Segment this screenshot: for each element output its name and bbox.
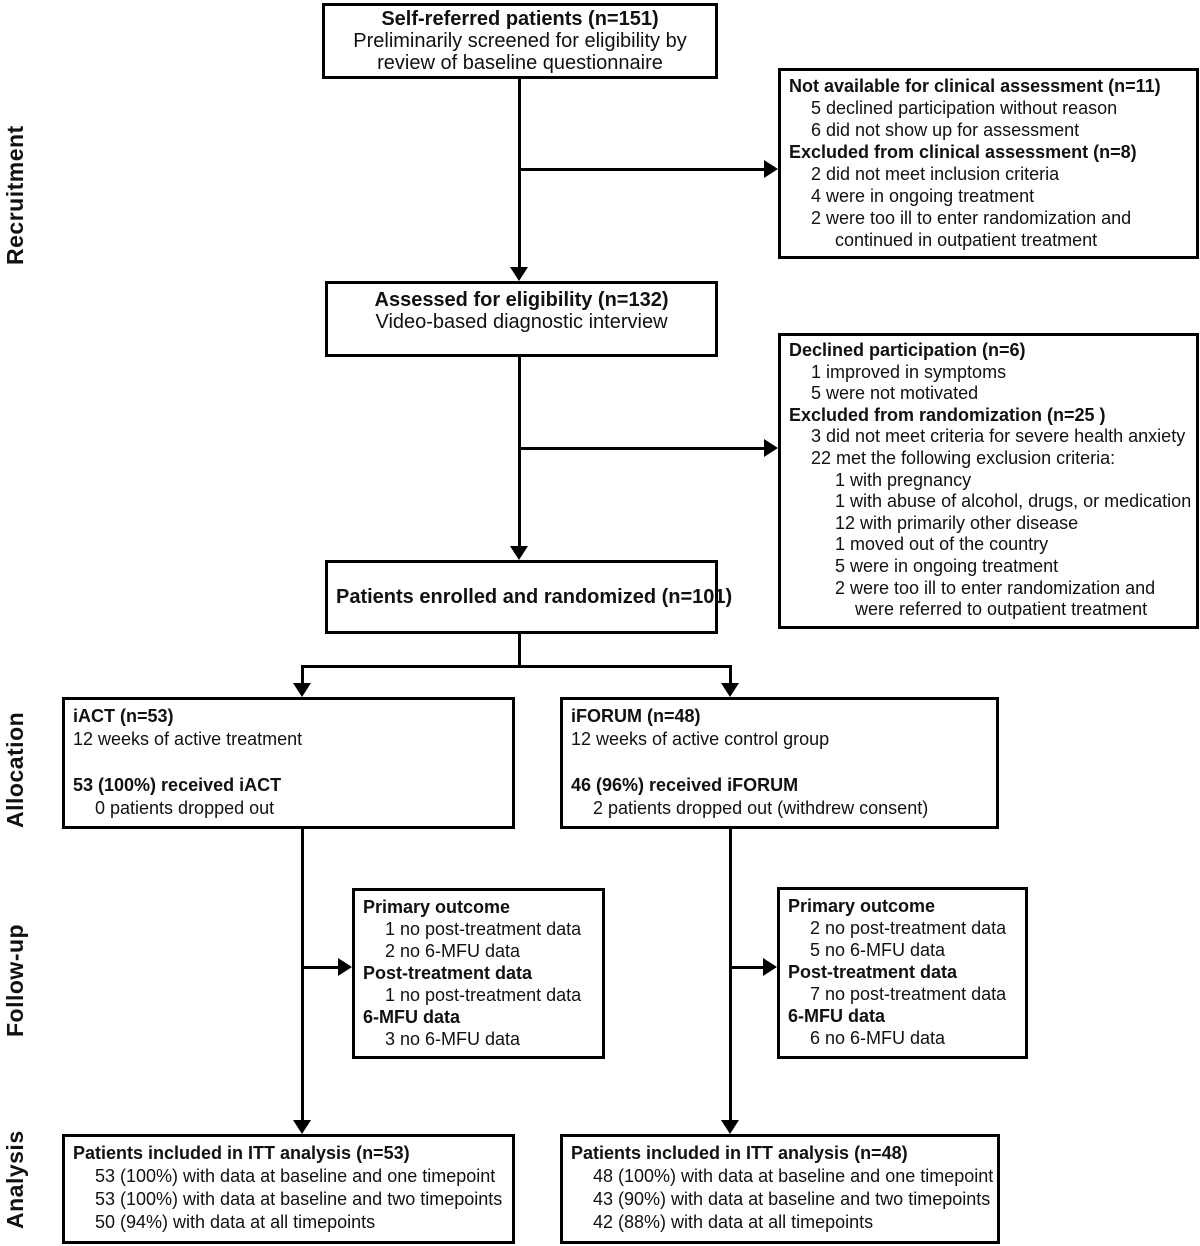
box-followup-iact [352, 888, 605, 1059]
text-line: Patients enrolled and randomized (n=101) [336, 586, 733, 608]
text-line: 5 declined participation without reason [811, 98, 1118, 118]
text-line: 3 did not meet criteria for severe health anxiety [811, 426, 1186, 447]
text-line: Primary outcome [363, 897, 511, 917]
text-line: 48 (100%) with data at baseline and one timepoint [593, 1166, 994, 1186]
connector-assessed-to-enrolled [518, 356, 521, 548]
text-line: Preliminarily screened for eligibility by [353, 30, 687, 52]
section-label-followup: Follow-up [2, 923, 28, 1037]
text-line: 1 no post-treatment data [385, 919, 582, 939]
text-line: 42 (88%) with data at all timepoints [593, 1212, 874, 1232]
section-label-analysis: Analysis [2, 1130, 28, 1230]
text-line: 1 with abuse of alcohol, drugs, or medication [835, 491, 1192, 512]
text-line: 2 no post-treatment data [810, 918, 1007, 938]
box-itt-analysis-iact [62, 1134, 515, 1244]
text-line: Declined participation (n=6) [789, 340, 1026, 360]
text-line: 0 patients dropped out [95, 798, 275, 818]
text-line: 12 weeks of active control group [571, 729, 830, 749]
section-label-recruitment: Recruitment [2, 125, 28, 265]
connector-split-left [301, 665, 304, 685]
arrowhead-right-followup-iact [338, 958, 352, 976]
text-line: 5 were in ongoing treatment [835, 555, 1059, 576]
box-enrolled-randomized [325, 560, 733, 634]
connector-selfref-to-assessed [518, 79, 521, 269]
arrowhead-down-analysis-iforum [721, 1120, 739, 1134]
text-line: 50 (94%) with data at all timepoints [95, 1212, 376, 1232]
text-line: 43 (90%) with data at baseline and two timepoints [593, 1189, 991, 1209]
connector-iforum-to-analysis [729, 829, 732, 1122]
text-line: Self-referred patients (n=151) [381, 8, 659, 30]
text-line: Patients included in ITT analysis (n=48) [571, 1143, 908, 1163]
connector-branch-followup-iforum [729, 966, 764, 969]
text-line: 1 with pregnancy [835, 469, 972, 490]
text-line: Assessed for eligibility (n=132) [374, 289, 669, 311]
text-line: 46 (96%) received iFORUM [571, 775, 799, 795]
text-line: Excluded from clinical assessment (n=8) [789, 142, 1137, 162]
text-line [73, 751, 504, 774]
text-line: 12 weeks of active treatment [73, 729, 303, 749]
arrowhead-down-analysis-iact [293, 1120, 311, 1134]
text-line [571, 751, 988, 774]
text-line: 2 no 6-MFU data [385, 941, 521, 961]
text-line: 7 no post-treatment data [810, 984, 1007, 1004]
text-line: 1 moved out of the country [835, 534, 1049, 555]
connector-split-bar [301, 665, 732, 668]
text-line: 6-MFU data [788, 1006, 886, 1026]
box-not-available-for-assessment [778, 68, 1199, 259]
section-label-allocation: Allocation [2, 711, 28, 829]
arrowhead-right-declined [764, 439, 778, 457]
text-line: Not available for clinical assessment (n=11) [789, 76, 1161, 96]
arrowhead-right-followup-iforum [763, 958, 777, 976]
text-line: Post-treatment data [363, 963, 533, 983]
text-line: 6 no 6-MFU data [810, 1028, 946, 1048]
connector-split-right [729, 665, 732, 685]
text-line: 5 were not motivated [811, 383, 979, 404]
text-line: 6 did not show up for assessment [811, 120, 1080, 140]
arrowhead-down-assessed [510, 267, 528, 281]
box-allocation-iforum [560, 697, 999, 829]
text-line: 2 patients dropped out (withdrew consent) [593, 798, 929, 818]
arrowhead-down-iact [293, 683, 311, 697]
box-itt-analysis-iforum [560, 1134, 1000, 1244]
text-line: 1 improved in symptoms [811, 361, 1007, 382]
text-line: 2 were too ill to enter randomization and [835, 577, 1156, 598]
text-line: Patients included in ITT analysis (n=53) [73, 1143, 410, 1163]
text-line: 6-MFU data [363, 1007, 461, 1027]
box-declined-excluded-randomization [778, 333, 1199, 629]
text-line: iFORUM (n=48) [571, 706, 701, 726]
text-line: Excluded from randomization (n=25 ) [789, 404, 1106, 425]
text-line: review of baseline questionnaire [377, 52, 663, 74]
connector-branch-not-available [518, 168, 765, 171]
text-line: Post-treatment data [788, 962, 958, 982]
text-line: 53 (100%) with data at baseline and one timepoint [95, 1166, 496, 1186]
box-self-referred-patients [322, 3, 718, 79]
text-line: iACT (n=53) [73, 706, 174, 726]
text-line: 3 no 6-MFU data [385, 1029, 521, 1049]
text-line: 22 met the following exclusion criteria: [811, 447, 1116, 468]
connector-branch-declined [518, 447, 765, 450]
box-allocation-iact [62, 697, 515, 829]
connector-iact-to-analysis [301, 829, 304, 1122]
text-line: Primary outcome [788, 896, 936, 916]
text-line: 5 no 6-MFU data [810, 940, 946, 960]
text-line: 2 did not meet inclusion criteria [811, 164, 1060, 184]
arrowhead-down-enrolled [510, 546, 528, 560]
connector-branch-followup-iact [301, 966, 339, 969]
text-line: 53 (100%) with data at baseline and two timepoints [95, 1189, 503, 1209]
box-followup-iforum [777, 887, 1028, 1059]
connector-enrolled-stem [518, 633, 521, 667]
arrowhead-right-not-available [764, 160, 778, 178]
text-line: 1 no post-treatment data [385, 985, 582, 1005]
text-line: 2 were too ill to enter randomization and [811, 208, 1132, 228]
box-assessed-for-eligibility [325, 281, 718, 357]
text-line: were referred to outpatient treatment [855, 599, 1148, 620]
text-line: 53 (100%) received iACT [73, 775, 282, 795]
text-line: Video-based diagnostic interview [375, 311, 668, 333]
text-line: 12 with primarily other disease [835, 512, 1079, 533]
text-line: continued in outpatient treatment [835, 230, 1098, 250]
text-line: 4 were in ongoing treatment [811, 186, 1035, 206]
arrowhead-down-iforum [721, 683, 739, 697]
